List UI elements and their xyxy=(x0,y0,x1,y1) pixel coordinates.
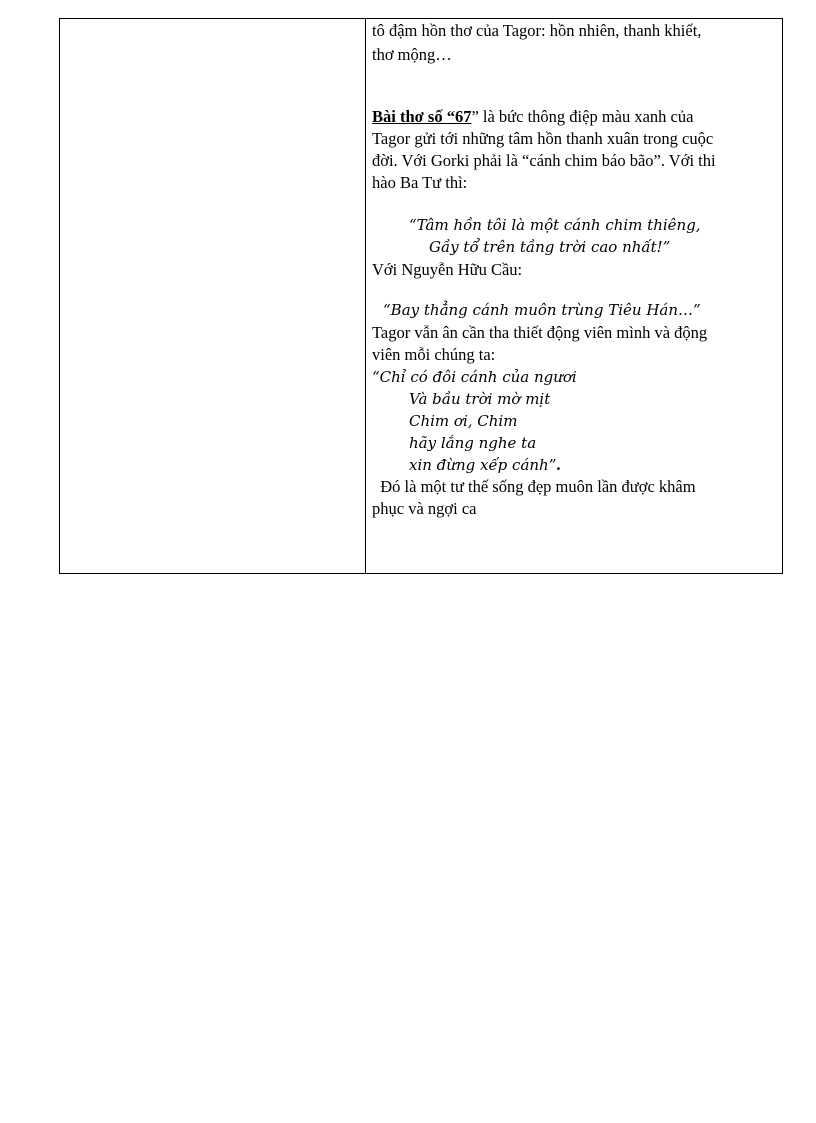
intro-line-1: tô đậm hồn thơ của Tagor: hồn nhiên, thanh khiết, xyxy=(372,21,702,40)
quote1-line-2: Gầy tổ trên tầng trời cao nhất!” xyxy=(429,238,671,256)
conclusion-line-2: phục và ngợi ca xyxy=(372,499,477,518)
quote3-period: . xyxy=(556,455,561,474)
quote1-line-1: “Tâm hồn tôi là một cánh chim thiêng, xyxy=(409,216,701,234)
tagor-line: viên mỗi chúng ta: xyxy=(372,345,496,364)
quote2: “Bay thẳng cánh muôn trùng Tiêu Hán…” xyxy=(383,301,701,319)
quote3-line: “Chỉ có đôi cánh của ngươi xyxy=(372,368,577,386)
quote3-last-line xyxy=(409,454,561,476)
poem67-line: hào Ba Tư thì: xyxy=(372,173,468,192)
quote3-line: Chim ơi, Chim xyxy=(409,412,518,430)
poem67-line: đời. Với Gorki phải là “cánh chim báo bão”. Với thi xyxy=(372,151,716,170)
intro-line-2: thơ mộng… xyxy=(372,45,452,64)
right-cell xyxy=(366,19,782,573)
conclusion-text-1: Đó là một tư thế sống đẹp muôn lần được khâm xyxy=(380,477,696,496)
poem67-heading-tail: ” là bức thông điệp màu xanh của xyxy=(471,107,694,126)
tagor-line: Tagor vẫn ân cần tha thiết động viên mình và động xyxy=(372,323,708,342)
left-cell xyxy=(60,19,366,573)
quote3-last-text: xin đừng xếp cánh” xyxy=(409,456,557,474)
poem67-heading: Bài thơ số “67 xyxy=(372,107,472,126)
conclusion-line-1 xyxy=(372,476,774,498)
poem67-heading-line xyxy=(372,106,693,128)
quote3-line: hãy lắng nghe ta xyxy=(409,434,537,452)
quote3-line: Và bầu trời mờ mịt xyxy=(409,390,551,408)
nguyen-intro: Với Nguyễn Hữu Cầu: xyxy=(372,260,523,279)
poem67-line: Tagor gửi tới những tâm hồn thanh xuân trong cuộc xyxy=(372,129,714,148)
content-table xyxy=(59,18,783,574)
